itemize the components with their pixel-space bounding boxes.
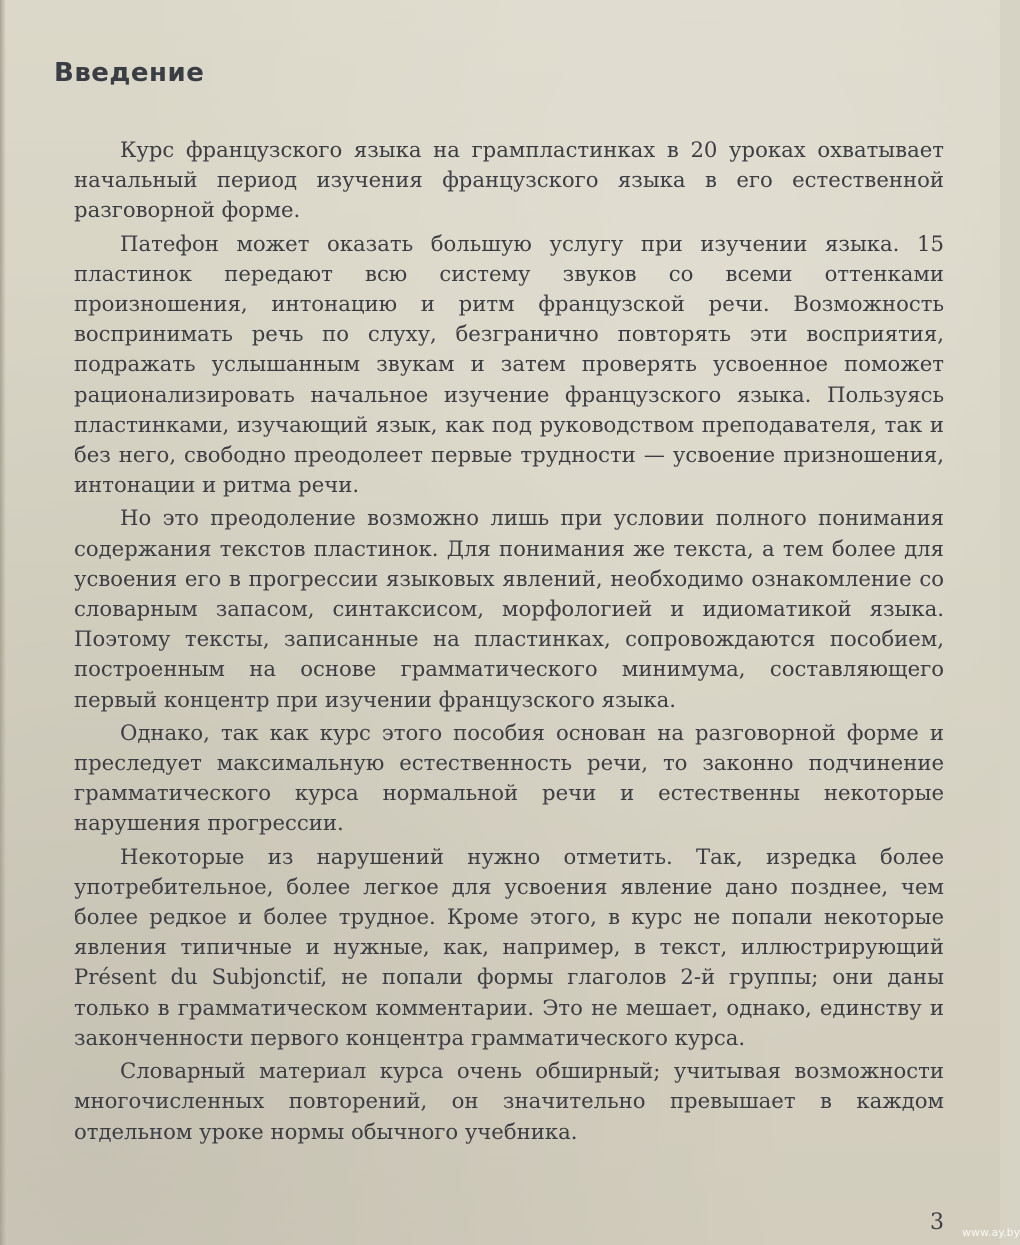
paragraph-6: Словарный материал курса очень обширный; учитывая возможности многочисленных повторений, он значительно превышает в каждом отдельном уроке нормы обычного учебника. <box>74 1058 944 1144</box>
page-number: 3 <box>930 1210 944 1235</box>
paragraph-1: Курс французского языка на грампластинках в 20 уроках охватывает начальный период изучения французского языка в его естественной разговорной форме. <box>74 137 944 223</box>
page-title: Введение <box>54 58 205 88</box>
page-edge-shadow <box>0 0 6 1245</box>
paragraph-2: Патефон может оказать большую услугу при изучении языка. 15 пластинок передают всю систему звуков со всеми оттенками произношения, интонацию и ритм французской речи. Возможность воспринимать речь по слуху, безгранично повторять эти восприятия, подражать услышанным звукам и затем проверять усвоенное поможет рационализировать начальное изучение французского языка. Пользуясь пластинками, изучающий язык, как под руководством преподавателя, так и без него, свободно преодолеет первые трудности — усвоение призношения, интонации и ритма речи. <box>74 230 944 498</box>
body-text <box>74 135 944 1150</box>
watermark: www.ay.by <box>962 1226 1020 1239</box>
paragraph-5: Некоторые из нарушений нужно отметить. Так, изредка более употребительное, более легкое для усвоения явление дано позднее, чем более редкое и более трудное. Кроме этого, в курс не попали некоторые явления типичные и нужные, как, например, в текст, иллюстрирующий Présent du Subjonctif, не попали формы глаголов 2-й группы; они даны только в грамматическом комментарии. Это не мешает, однако, единству и законченности первого концентра грамматического курса. <box>74 843 944 1050</box>
paragraph-3: Но это преодоление возможно лишь при условии полного понимания содержания текстов пластинок. Для понимания же текста, а тем более для усвоения его в прогрессии языковых явлений, необходимо ознакомление со словарным запасом, синтаксисом, морфологией и идиоматикой языка. Поэтому тексты, записанные на пластинках, сопровождаются пособием, построенным на основе грамматического минимума, составляющего первый концентр при изучении французского языка. <box>74 505 944 712</box>
paragraph-4: Однако, так как курс этого пособия основан на разговорной форме и преследует максимальную естественность речи, то законно подчинение грамматического курса нормальной речи и естественны некоторые нарушения прогрессии. <box>74 719 944 836</box>
